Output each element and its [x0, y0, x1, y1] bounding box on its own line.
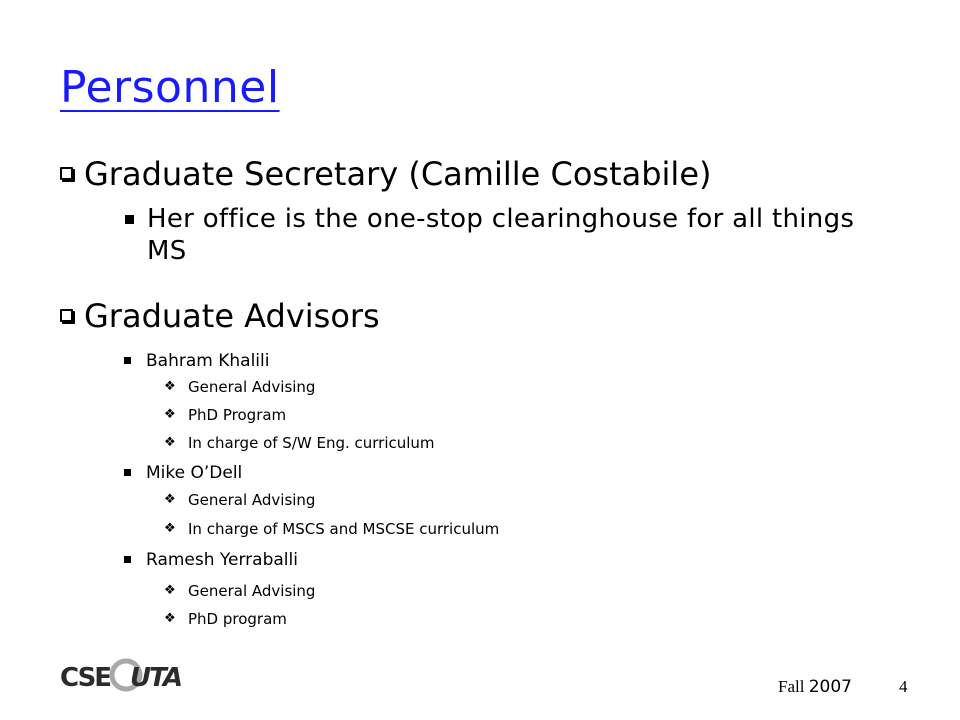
sub-bullet [164, 434, 435, 452]
sub-bullet [164, 378, 316, 396]
item-text: Mike O’Dell [146, 463, 243, 483]
diamond-bullet-icon: ❖ [164, 521, 176, 536]
sub-bullet [164, 582, 316, 600]
advisor-bahram-khalili [146, 351, 269, 371]
item-text: PhD program [188, 610, 287, 628]
sub-bullet [164, 520, 500, 538]
slide-title: Personnel [60, 62, 280, 113]
square-bullet-icon [124, 469, 131, 476]
square-bullet-icon [124, 357, 131, 364]
footer-term [778, 677, 852, 697]
svg-text:CSE: CSE [60, 663, 111, 693]
cse-uta-logo [60, 658, 192, 694]
sub-bullet [164, 491, 316, 509]
square-bullet-icon [60, 167, 73, 180]
diamond-bullet-icon: ❖ [164, 435, 176, 450]
bullet-graduate-secretary [84, 155, 711, 193]
item-text: General Advising [188, 378, 316, 396]
square-bullet-icon [125, 215, 134, 224]
bullet-office [147, 203, 867, 267]
footer-term-label: Fall [778, 677, 805, 696]
item-text: General Advising [188, 491, 316, 509]
item-text: Graduate Advisors [84, 297, 380, 335]
item-text: General Advising [188, 582, 316, 600]
item-text: In charge of S/W Eng. curriculum [188, 434, 435, 452]
diamond-bullet-icon: ❖ [164, 492, 176, 507]
sub-bullet [164, 610, 287, 628]
diamond-bullet-icon: ❖ [164, 379, 176, 394]
diamond-bullet-icon: ❖ [164, 583, 176, 598]
advisor-mike-odell [146, 463, 242, 483]
item-text: PhD Program [188, 406, 287, 424]
item-text: Her office is the one-stop clearinghouse for all things MS [147, 204, 855, 266]
item-text: Ramesh Yerraballi [146, 550, 298, 570]
diamond-bullet-icon: ❖ [164, 407, 176, 422]
svg-text:UTA: UTA [130, 663, 181, 693]
square-bullet-icon [124, 556, 131, 563]
diamond-bullet-icon: ❖ [164, 611, 176, 626]
item-text: In charge of MSCS and MSCSE curriculum [188, 520, 500, 538]
sub-bullet [164, 406, 287, 424]
advisor-ramesh-yerraballi [146, 550, 298, 570]
item-text: Bahram Khalili [146, 351, 270, 371]
page-number: 4 [899, 677, 908, 696]
bullet-graduate-advisors [84, 297, 380, 335]
footer-year: 2007 [808, 677, 852, 697]
item-text: Graduate Secretary (Camille Costabile) [84, 155, 712, 193]
square-bullet-icon [60, 309, 73, 322]
